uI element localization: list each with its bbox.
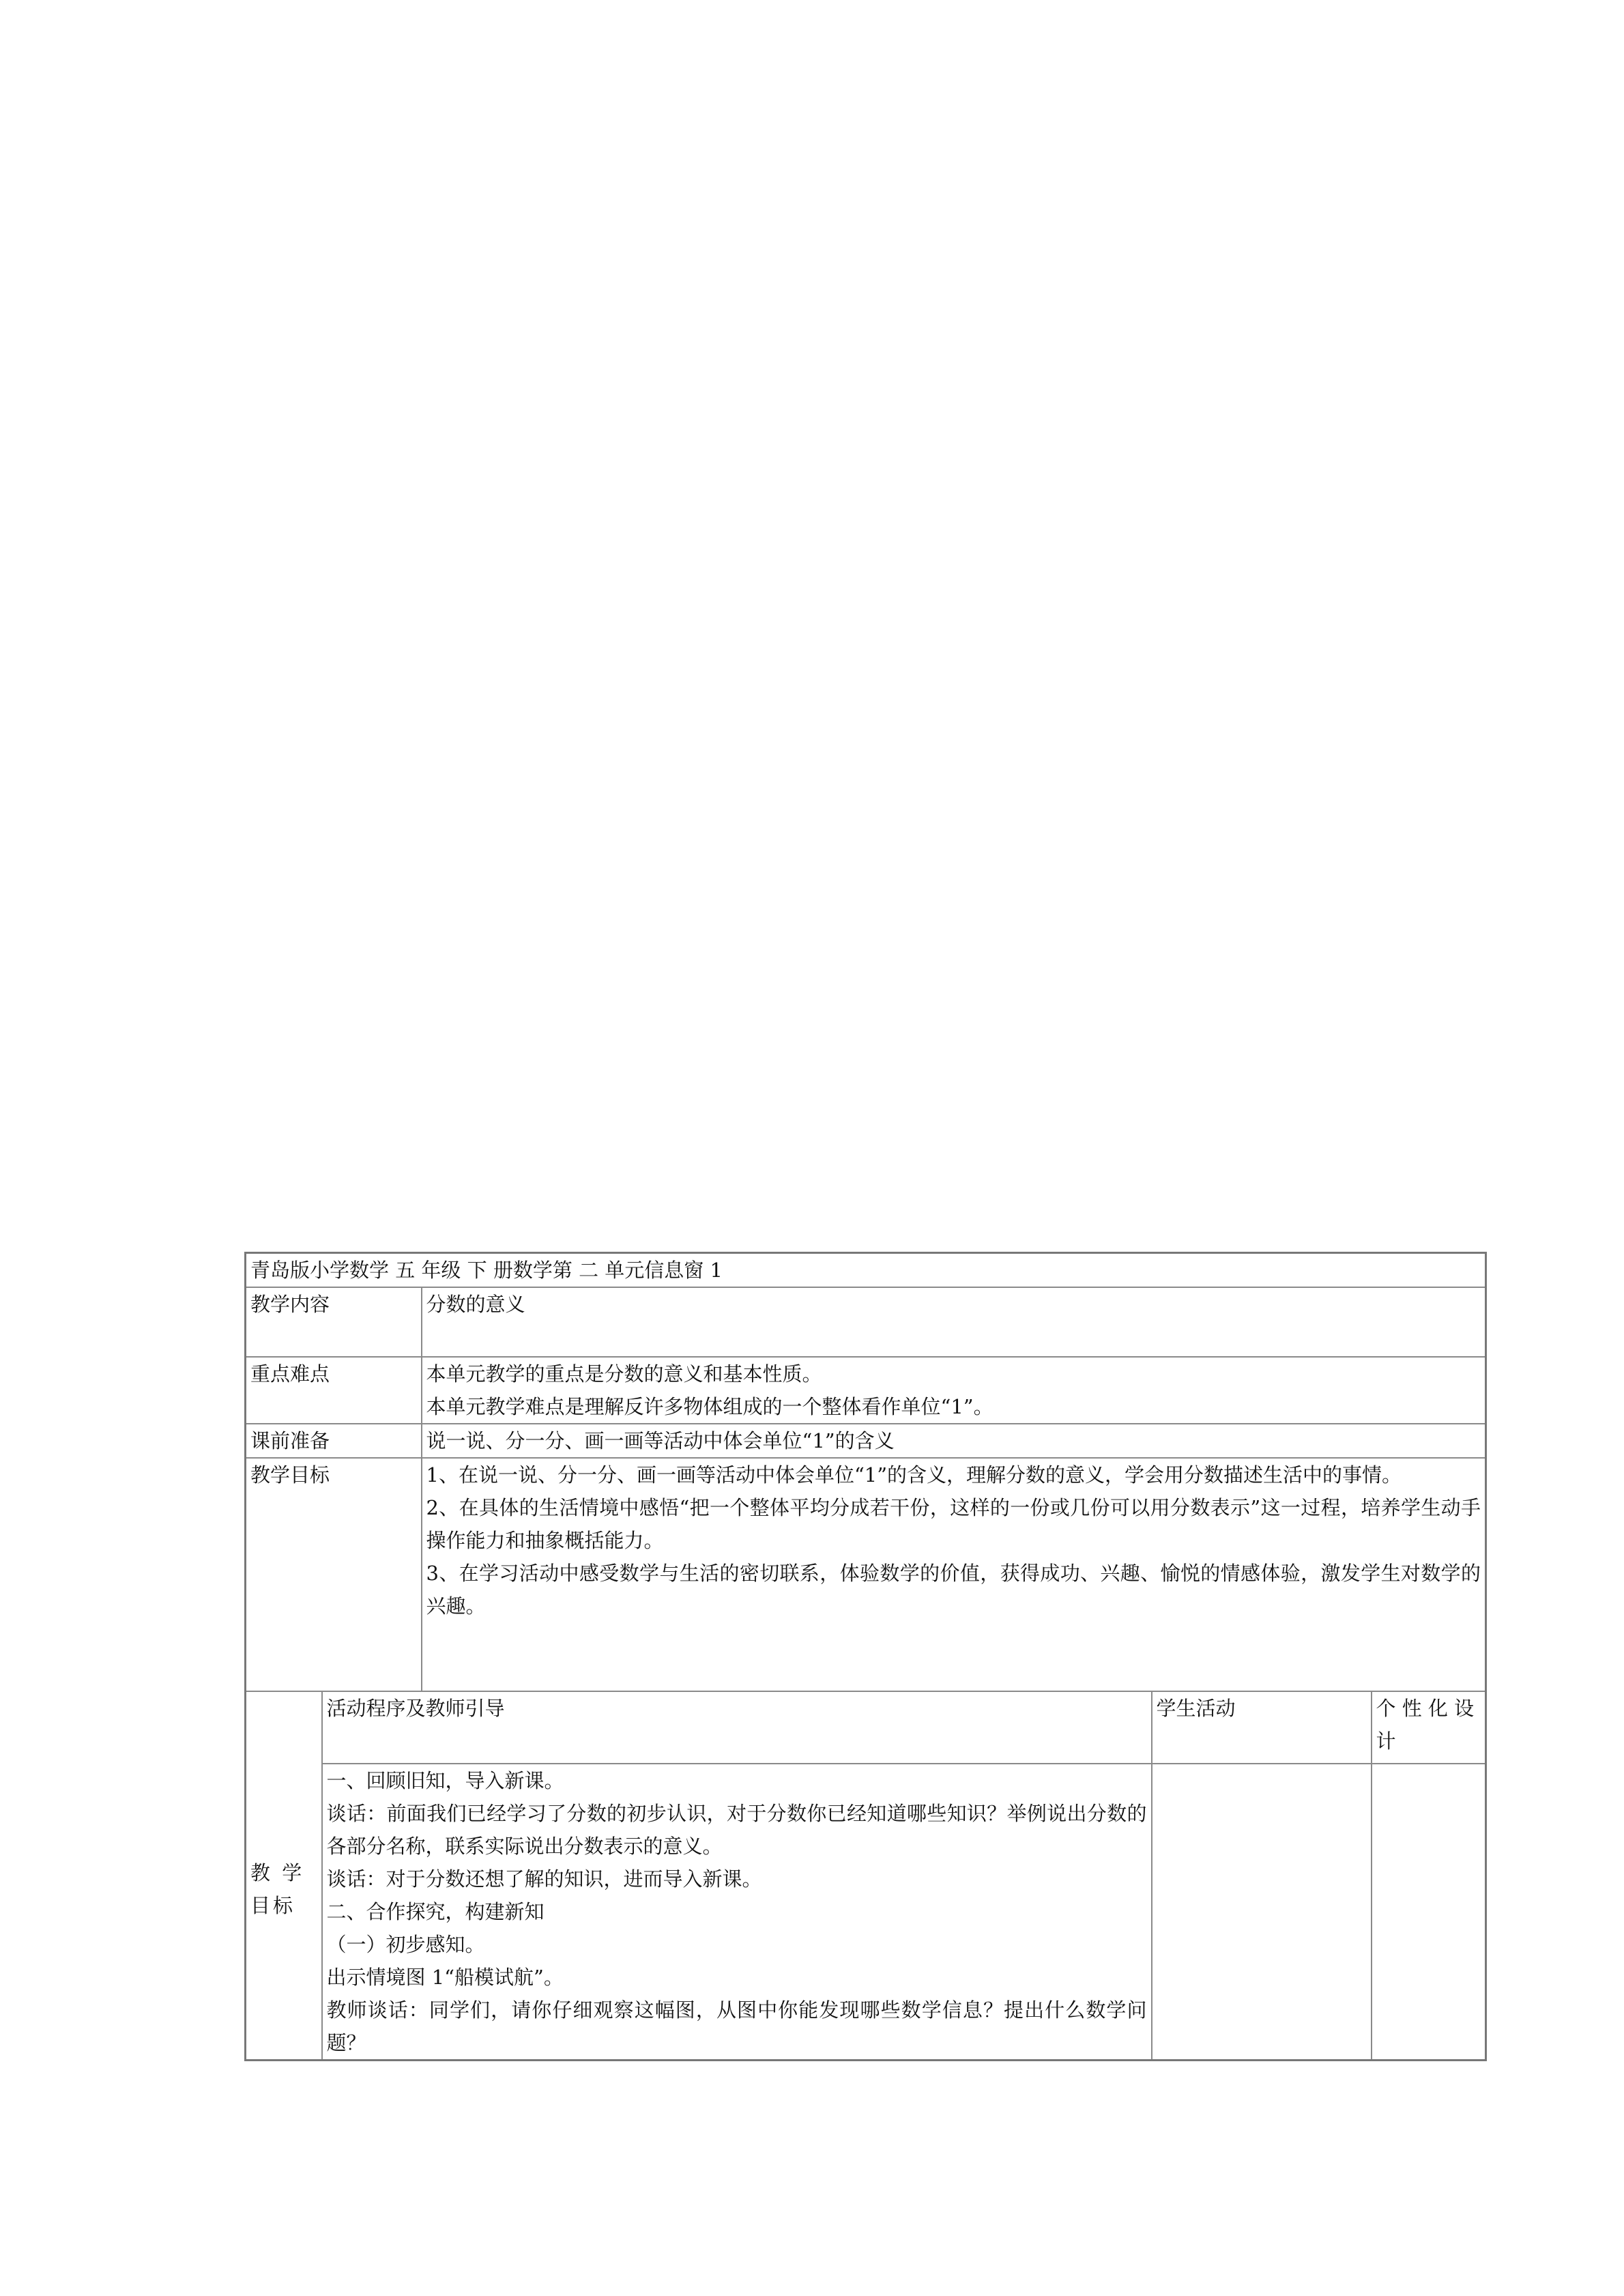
side-label-line: 教 学	[250, 1861, 305, 1884]
keypoint-line: 本单元教学的重点是分数的意义和基本性质。	[426, 1362, 822, 1386]
col-header-custom: 个 性 化 设 计	[1372, 1691, 1486, 1764]
activity-line: 一、回顾旧知，导入新课。	[326, 1769, 564, 1792]
process-header-row	[246, 1691, 1486, 1764]
goal-line: 1、在说一说、分一分、画一画等活动中体会单位“1”的含义，理解分数的意义，学会用分数描述生活中的事情。	[426, 1463, 1402, 1487]
title-row	[246, 1253, 1486, 1288]
goals-row	[246, 1458, 1486, 1691]
goal-line: 2、在具体的生活情境中感悟“把一个整体平均分成若干份，这样的一份或几份可以用分数表示”这一过程，培养学生动手操作能力和抽象概括能力。	[426, 1496, 1481, 1552]
activity-line: （一）初步感知。	[326, 1933, 485, 1956]
content-value: 分数的意义	[422, 1287, 1486, 1357]
col-header-activity: 活动程序及教师引导	[322, 1691, 1152, 1764]
activity-line: 二、合作探究，构建新知	[326, 1900, 545, 1923]
lesson-plan-table	[244, 1252, 1487, 2061]
prep-label: 课前准备	[246, 1424, 422, 1458]
custom-design-cell	[1372, 1764, 1486, 2061]
content-label: 教学内容	[246, 1287, 422, 1357]
col-header-student: 学生活动	[1152, 1691, 1372, 1764]
goal-line: 3、在学习活动中感受数学与生活的密切联系，体验数学的价值，获得成功、兴趣、愉悦的情感体验，激发学生对数学的兴趣。	[426, 1562, 1481, 1618]
prep-row	[246, 1424, 1486, 1458]
process-body-row	[246, 1764, 1486, 2061]
goals-value	[422, 1458, 1486, 1691]
student-activity-cell	[1152, 1764, 1372, 2061]
lesson-plan-sheet	[244, 1252, 1481, 2061]
keypoints-label: 重点难点	[246, 1357, 422, 1424]
content-row	[246, 1287, 1486, 1357]
keypoints-row	[246, 1357, 1486, 1424]
activity-line: 谈话：前面我们已经学习了分数的初步认识，对于分数你已经知道哪些知识？举例说出分数的各部分名称，联系实际说出分数表示的意义。	[326, 1802, 1147, 1858]
keypoint-line: 本单元教学难点是理解反许多物体组成的一个整体看作单位“1”。	[426, 1395, 994, 1418]
activity-line: 教师谈话：同学们，请你仔细观察这幅图，从图中你能发现哪些数学信息？提出什么数学问题？	[326, 1998, 1147, 2054]
activity-line: 谈话：对于分数还想了解的知识，进而导入新课。	[326, 1867, 762, 1891]
activity-line: 出示情境图 1“船模试航”。	[326, 1966, 564, 1989]
process-side-label	[246, 1691, 322, 2061]
keypoints-value	[422, 1357, 1486, 1424]
activity-cell	[322, 1764, 1152, 2061]
table-title: 青岛版小学数学 五 年级 下 册数学第 二 单元信息窗 1	[246, 1253, 1486, 1288]
prep-value: 说一说、分一分、画一画等活动中体会单位“1”的含义	[422, 1424, 1486, 1458]
side-label-line: 目标	[250, 1894, 296, 1917]
goals-label: 教学目标	[246, 1458, 422, 1691]
